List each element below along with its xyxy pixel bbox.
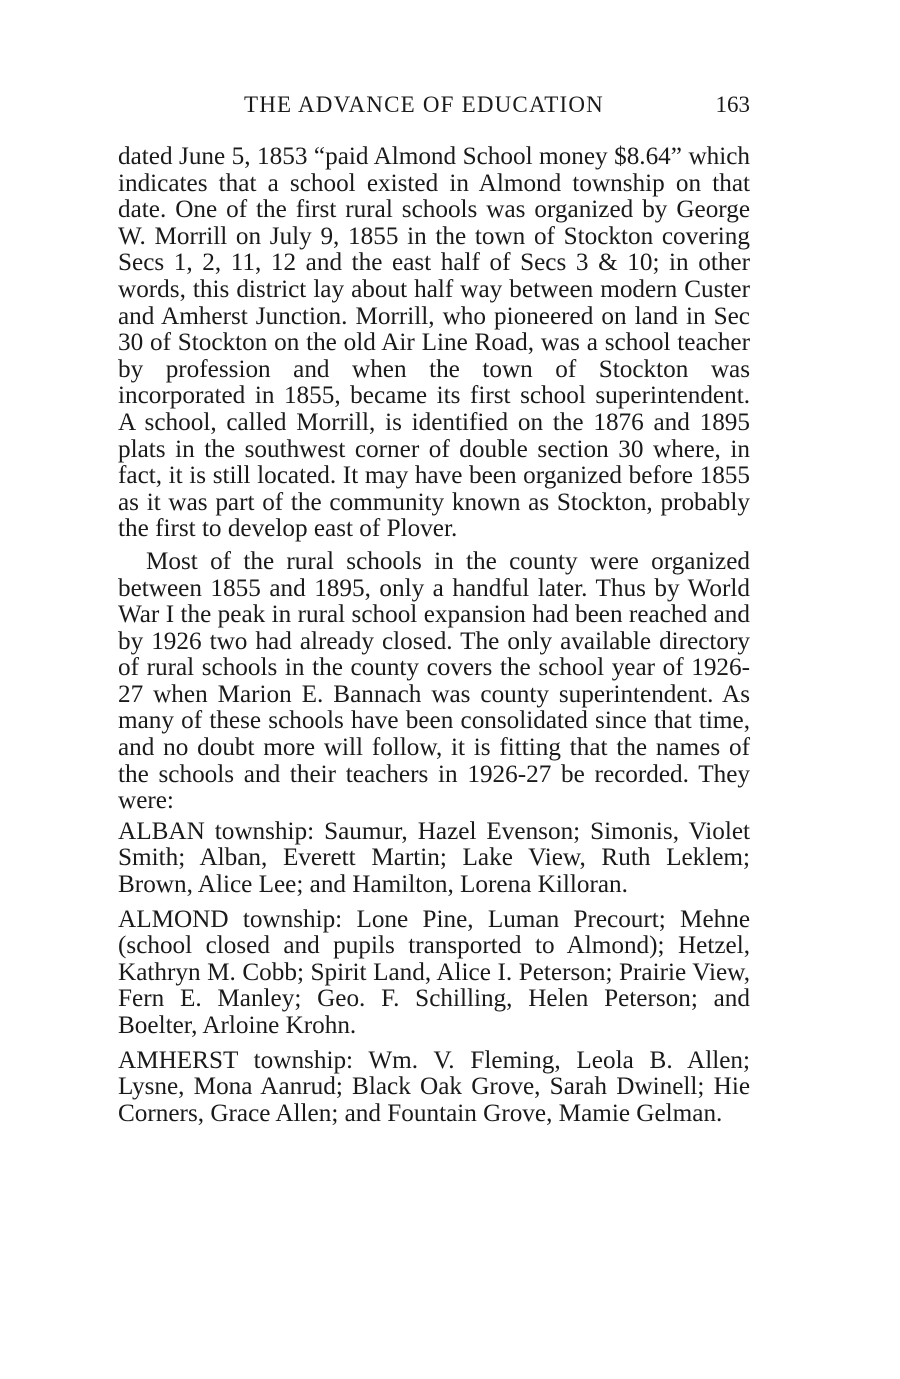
paragraph: dated June 5, 1853 “paid Almond School money $8.64” which indicates that a school existed in Almond township on that date. One of the first rural schools was organized by George W. Morrill on July 9, 1855 in the town of Stockton covering Secs 1, 2, 11, 12 and the east half of Secs 3 & 10; in other words, this district lay about half way between modern Custer and Amherst Junction. Morrill, who pioneered on land in Sec 30 of Stockton on the old Air Line Road, was a school teacher by profession and when the town of Stockton was incorporated in 1855, became its first school superintendent. A school, called Morrill, is identified on the 1876 and 1895 plats in the southwest corner of double section 30 where, in fact, it is still located. It may have been organized before 1855 as it was part of the community known as Stockton, probably the first to develop east of Plover. [118, 143, 750, 543]
paragraph: Most of the rural schools in the county were organized between 1855 and 1895, only a handful later. Thus by World War I the peak in rural school expansion had been reached and by 1926 two had already closed. The only available directory of rural schools in the county covers the school year of 1926-27 when Marion E. Bannach was county superintendent. As many of these schools have been consolidated since that time, and no doubt more will follow, it is fitting that the names of the schools and their teachers in 1926-27 be recorded. They were: [118, 547, 750, 815]
township-entry-almond: ALMOND township: Lone Pine, Luman Precourt; Mehne (school closed and pupils transported to Almond); Hetzel, Kathryn M. Cobb; Spirit Land, Alice I. Peterson; Prairie View, Fern E. Manley; Geo. F. Schilling, Helen Peterson; and Boelter, Arloine Krohn. [118, 905, 750, 1039]
township-entry-alban: ALBAN township: Saumur, Hazel Evenson; Simonis, Violet Smith; Alban, Everett Martin; Lake View, Ruth Leklem; Brown, Alice Lee; and Hamilton, Lorena Killoran. [118, 817, 750, 899]
running-head [118, 92, 750, 126]
township-entry-amherst: AMHERST township: Wm. V. Fleming, Leola B. Allen; Lysne, Mona Aanrud; Black Oak Grove, Sarah Dwinell; Hie Corners, Grace Allen; and Fountain Grove, Mamie Gelman. [118, 1046, 750, 1127]
body-text [118, 144, 750, 1127]
page-number: 163 [715, 92, 750, 117]
running-title: THE ADVANCE OF EDUCATION [244, 92, 604, 117]
